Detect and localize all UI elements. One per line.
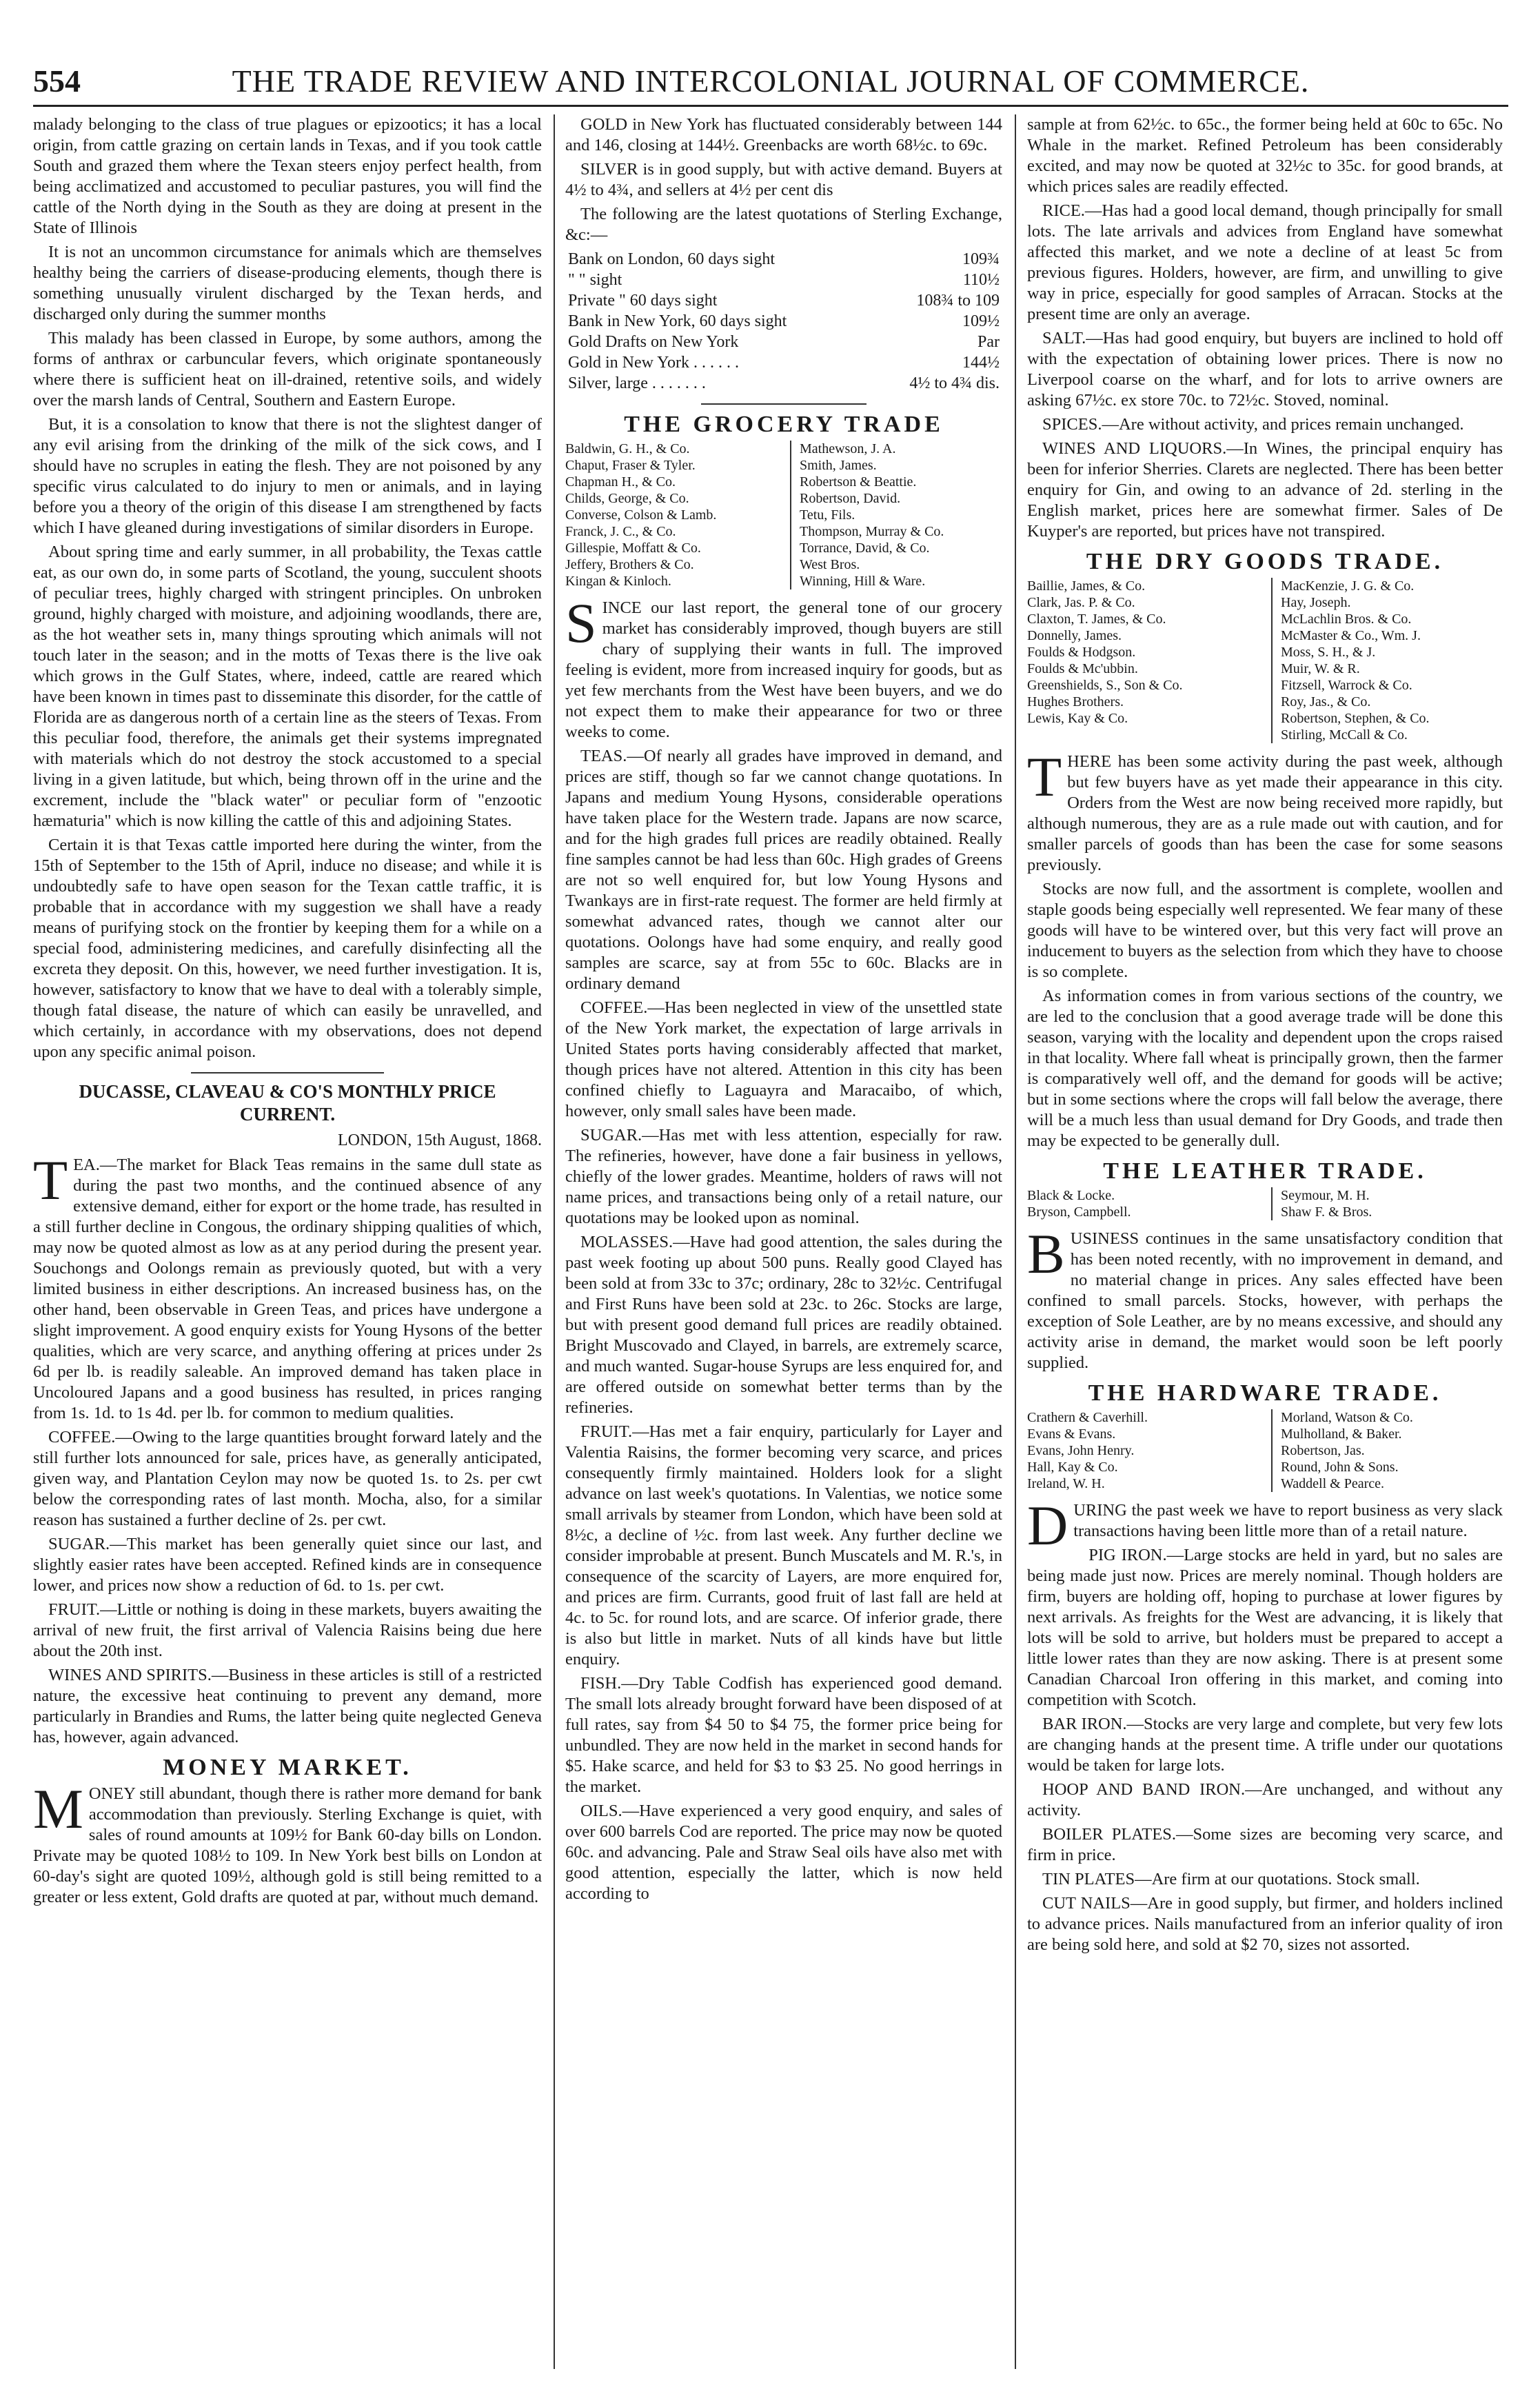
exchange-value: Par [977, 333, 1000, 351]
firm-name: McLachlin Bros. & Co. [1281, 612, 1412, 627]
exchange-row [565, 290, 1002, 311]
grocery-trade-heading: THE GROCERY TRADE [624, 412, 944, 437]
firm-name: Moss, S. H., & J. [1281, 645, 1376, 660]
cut-nails-paragraph: CUT NAILS—Are in good supply, but firmer, and holders inclined to advance prices. Nails manufactured from an inferior quality of iron are being sold here, and sold at $2 70, sizes not assorted. [1027, 1894, 1503, 1954]
exchange-value: 4½ to 4¾ dis. [909, 374, 1000, 392]
exchange-row [565, 270, 1002, 290]
firm-name: Kingan & Kinloch. [565, 574, 671, 589]
firm-name: Baillie, James, & Co. [1027, 578, 1146, 594]
column-rule-2 [1015, 114, 1016, 2369]
tea-paragraph: TEA.—The market for Black Teas remains in the same dull state as during the past two months, and the continued absence of any extensive demand, either for export or the home trade, has resulted in a still further decline in Congous, the ordinary shipping qualities of which, may now be quoted almost as low as at any period during the present year. Souchongs and Oolongs remain as previously quoted, but with a very limited business in either descriptions. An increased business has, on the other hand, been observable in Green Teas, and prices have undergone a slight improvement. A good enquiry exists for Young Hysons of the better qualities, which are very scarce, and anything offering at prices under 2s 6d per lb. is readily saleable. An improved demand has taken place in Uncoloured Japans and a good business has resulted, in prices ranging from 1s. 1d. to 1s 4d. per lb. for common to medium qualities. [33, 1149, 542, 1422]
firm-name: Hughes Brothers. [1027, 694, 1124, 709]
firm-name: Franck, J. C., & Co. [565, 524, 676, 539]
dry-goods-paragraph: THERE has been some activity during the past week, although but few buyers have as yet made their appearance in this city. Orders from the West are now being received more rapidly, but although numerous, they are as a rule made out with caution, and for smaller parcels of goods than has been the case for some seasons previously. [1027, 745, 1503, 874]
column-rule-1 [554, 114, 555, 2369]
firm-name: Robertson, Stephen, & Co. [1281, 711, 1430, 726]
firm-name: Thompson, Murray & Co. [800, 524, 944, 539]
exchange-label: " " sight [568, 271, 622, 289]
page-header [33, 50, 1508, 99]
wines-paragraph: WINES AND SPIRITS.—Business in these articles is still of a restricted nature, the excessive heat continuing to prevent any demand, more particularly in Brandies and Rums, the latter being quite neglected Geneva has, however, again advanced. [33, 1666, 542, 1746]
firm-name: Clark, Jas. P. & Co. [1027, 595, 1135, 610]
firm-name: MacKenzie, J. G. & Co. [1281, 578, 1415, 594]
firm-name: Black & Locke. [1027, 1188, 1115, 1203]
leather-trade-heading: THE LEATHER TRADE. [1103, 1158, 1427, 1184]
fruit-paragraph: FRUIT.—Has met a fair enquiry, particularly for Layer and Valentia Raisins, the former becoming very scarce, and prices consequently firmly maintained. Holders look for a slight advance on last week's quotations. In Valentias, we notice some small arrivals by steamer from London, which have been sold at 8½c, a decline of ½c. from last week. Any further decline we consider improbable at present. Bunch Muscatels and M. R.'s, in consequence of the scarcity of Layers, are more enquired for, and prices are firm. Currants, good fruit of last fall are held at 4c. to 5c. for round lots, and are scarce. Of inferior grade, there is also but little in market. Nuts of all kinds have but little enquiry. [565, 1422, 1002, 1669]
dry-goods-paragraph-2: Stocks are now full, and the assortment is complete, woollen and staple goods being especially well represented. We fear many of these goods will have to be wintered over, but this very fact will prove an inducement to buyers as the selection from which they have to choose is so complete. [1027, 880, 1503, 981]
oils-paragraph: OILS.—Have experienced a very good enquiry, and sales of over 600 barrels Cod are reported. The price may now be quoted 60c. and advancing. Pale and Straw Seal oils have also met with good attention, especially the latter, which is now held according to [565, 1802, 1002, 1903]
rice-paragraph: RICE.—Has had a good local demand, though principally for small lots. The late arrivals and advices from England have somewhat affected this market, and we note a decline of at least 5c from previous figures. Holders, however, are firm, and unwilling to give way in price, especially for good samples of Arracan. Stocks at the present time are only an average. [1027, 201, 1503, 323]
dry-goods-paragraph-3: As information comes in from various sections of the country, we are led to the conclusion that a good average trade will be done this season, varying with the locality and dependent upon the crops raised in that locality. Where fall wheat is principally grown, then the farmer is comparatively well off, and the demand for goods will be active; but in some sections where the crops will fall below the average, there will be a much less than usual demand for Dry Goods, and trade then may be expected to be generally dull. [1027, 987, 1503, 1150]
silver-paragraph: SILVER is in good supply, but with active demand. Buyers at 4½ to 4¾, and sellers at 4½ per cent dis [565, 160, 1002, 199]
firm-name: Robertson & Beattie. [800, 474, 917, 490]
exchange-label: Silver, large . . . . . . . [568, 374, 706, 392]
exchange-label: Private " 60 days sight [568, 292, 718, 310]
firm-list-left [1027, 1187, 1259, 1220]
firm-name: Evans & Evans. [1027, 1427, 1116, 1442]
firm-name: Waddell & Pearce. [1281, 1476, 1384, 1491]
firm-name: Muir, W. & R. [1281, 661, 1360, 676]
grocery-intro-paragraph: SINCE our last report, the general tone of our grocery market has considerably improved, though buyers are still chary of supplying their wants in full. The improved feeling is evident, more from increased inquiry for goods, but as yet few merchants from the West have been buyers, and we do not expect them to make their appearance for two or three weeks to come. [565, 592, 1002, 741]
exchange-label: Gold Drafts on New York [568, 333, 739, 351]
tin-plates-paragraph: TIN PLATES—Are firm at our quotations. Stock small. [1042, 1870, 1420, 1888]
hardware-firm-list [1027, 1409, 1503, 1492]
firm-name: Chaput, Fraser & Tyler. [565, 458, 696, 473]
coffee-paragraph: COFFEE.—Has been neglected in view of the unsettled state of the New York market, the expectation of large arrivals in United States ports having considerably affected that market, though prices have not altered. Attention in this city has been confined chiefly to Laguayra and Maracaibo, of which, however, only small sales have been made. [565, 998, 1002, 1120]
firm-name: Tetu, Fils. [800, 507, 855, 523]
leather-firm-list [1027, 1187, 1503, 1220]
leather-paragraph: BUSINESS continues in the same unsatisfactory condition that has been noted recently, with no improvement in demand, and no material change in prices. Any sales effected have been confined to small parcels. Stocks, however, with perhaps the exception of Sole Leather, are by no means excessive, and should any activity arise in demand, the market would soon be left poorly supplied. [1027, 1222, 1503, 1372]
article-paragraph: Certain it is that Texas cattle imported here during the winter, from the 15th of September to the 15th of April, induce no disease; and while it is undoubtedly safe to have open season for the Texan cattle traffic, it is probable that in accordance with my suggestion we shall have a ready means of purifying stock on the frontier by keeping them for a while on a special food, administering medicines, and carefully disinfecting all the excreta they deposit. On this, however, we need further investigation. It is, however, satisfactory to know that we have to deal with a tolerably simple, though fatal disease, the nature of which can easily be unravelled, and which certainly, in accordance with my observations, does not depend upon any specific animal poison. [33, 836, 542, 1061]
pig-iron-paragraph: PIG IRON.—Large stocks are held in yard, but no sales are being made just now. Prices are merely nominal. Though holders are firm, buyers are holding off, hoping to purchase at lower figures by next arrivals. As freights for the West are advancing, it is likely that lots will be sold to arrive, but holders must be prepared to accept a little lower rates than they are now asking. There is at present some Canadian Charcoal Iron offering in this market, and coming into competition with Scotch. [1027, 1546, 1503, 1709]
firm-name: Claxton, T. James, & Co. [1027, 612, 1166, 627]
teas-paragraph: TEAS.—Of nearly all grades have improved in demand, and prices are stiff, though so far we cannot change quotations. In Japans and medium Young Hysons, considerable operations have taken place for the Western trade. Japans are now scarce, and for the high grades full prices are readily obtained. Really fine samples cannot be had less than 60c. High grades of Greens are not so well enquired for, but low Young Hysons and Twankays are in first-rate request. The former are held firmly at somewhat advanced rates, though we cannot alter our quotations. Oolongs have had some enquiry, and really good samples are scarce, say at from 55c to 60c. Blacks are in ordinary demand [565, 747, 1002, 993]
exchange-intro: The following are the latest quotations of Sterling Exchange, &c:— [565, 205, 1002, 244]
firm-name: Stirling, McCall & Co. [1281, 727, 1408, 743]
article-paragraph: malady belonging to the class of true plagues or epizootics; it has a local origin, from cattle grazing on certain lands in Texas, and if you took cattle South and grazed them where the Texan steers enjoy perfect health, from being acclimatized and accustomed to peculiar pastures, you will find the cattle of the North dying in the South as they are doing at present in the State of Illinois [33, 115, 542, 237]
firm-name: Evans, John Henry. [1027, 1443, 1135, 1458]
exchange-label: Bank in New York, 60 days sight [568, 312, 787, 330]
firm-list-right [1271, 578, 1503, 743]
ducasse-title: DUCASSE, CLAVEAU & CO'S MONTHLY PRICE CURRENT. [79, 1081, 496, 1125]
article-paragraph: This malady has been classed in Europe, by some authors, among the forms of anthrax or carbuncular fevers, which originate spontaneously where there is sufficient heat on ill-drained, retentive soils, and widely over the marsh lands of Central, Southern and Eastern Europe. [33, 329, 542, 410]
firm-name: Baldwin, G. H., & Co. [565, 441, 690, 456]
molasses-paragraph: MOLASSES.—Have had good attention, the sales during the past week footing up about 500 puns. Really good Clayed has been sold at from 33c to 37c; ordinary, 28c to 32½c. Centrifugal and First Runs have been sold at 23c. to 26c. Stocks are large, but with present good demand full prices are readily obtained. Bright Muscovado and Clayed, in barrels, are extremely scarce, and much wanted. Sugar-house Syrups are less enquired for, and are offered outside on somewhat better terms than by the refineries. [565, 1233, 1002, 1417]
article-paragraph: About spring time and early summer, in all probability, the Texas cattle eat, as our own do, in some parts of Scotland, the young, succulent shoots of peculiar trees, highly charged with stringent principles. On unbroken ground, highly charged with moisture, and adjoining woodlands, there are, as the hot weather sets in, many things sprouting which animals will not touch later in the season; and in the motts of Texas there is the live oak which grows in the Gulf States, where, indeed, cattle are reared which have been known in times past to disseminate this disorder, for the cattle of Florida are as dangerous north of a certain line as the steers of Texas. From this peculiar food, therefore, the animals get their systems impregnated with materials which do not destroy the stock accustomed to a special living in a given latitude, but which, being thrown off in the urine and the excrement, include the "black water" or peculiar form of "enzootic hæmaturia" which is now killing the cattle of this and adjoining States. [33, 543, 542, 830]
gold-paragraph: GOLD in New York has fluctuated considerably between 144 and 146, closing at 144½. Greenbacks are worth 68½c. to 69c. [565, 115, 1002, 154]
firm-name: Roy, Jas., & Co. [1281, 694, 1371, 709]
exchange-row [565, 373, 1002, 394]
firm-name: Bryson, Campbell. [1027, 1204, 1131, 1220]
firm-name: Ireland, W. H. [1027, 1476, 1105, 1491]
column-1 [33, 114, 542, 2369]
hoop-iron-paragraph: HOOP AND BAND IRON.—Are unchanged, and without any activity. [1027, 1780, 1503, 1820]
sugar-paragraph: SUGAR.—Has met with less attention, especially for raw. The refineries, however, have done a fair business in yellows, chiefly of the lower grades. Meantime, holders of raws will not name prices, and transactions being only of a retail nature, our quotations may be looked upon as nominal. [565, 1126, 1002, 1227]
column-3 [1027, 114, 1503, 2369]
header-rule [33, 105, 1508, 107]
dry-goods-firm-list [1027, 578, 1503, 743]
ducasse-dateline: LONDON, 15th August, 1868. [337, 1131, 542, 1149]
exchange-value: 108¾ to 109 [916, 292, 1000, 310]
exchange-row [565, 332, 1002, 352]
exchange-row [565, 249, 1002, 270]
firm-name: Seymour, M. H. [1281, 1188, 1370, 1203]
hardware-trade-heading: THE HARDWARE TRADE. [1088, 1380, 1442, 1406]
firm-name: Converse, Colson & Lamb. [565, 507, 717, 523]
exchange-value: 109¾ [962, 250, 1000, 268]
sugar-paragraph: SUGAR.—This market has been generally quiet since our last, and slightly easier rates have been accepted. Refined kinds are in consequence lower, and prices now show a reduction of 6d. to 1s. per cwt. [33, 1535, 542, 1595]
firm-name: Greenshields, S., Son & Co. [1027, 678, 1183, 693]
exchange-label: Gold in New York . . . . . . [568, 354, 740, 372]
article-paragraph: But, it is a consolation to know that there is not the slightest danger of any evil arising from the drinking of the milk of the sick cows, and I should have no scruples in eating the flesh. They are not poisoned by any specific virus calculated to do injury to men or animals, and in laying before you a theory of the origin of this disease I am strengthened by facts which I have gleaned during investigations of similar disorders in Europe. [33, 415, 542, 537]
section-separator [701, 403, 867, 405]
salt-paragraph: SALT.—Has had good enquiry, but buyers are inclined to hold off with the expectation of obtaining lower prices. There is now no Liverpool coarse on the wharf, and for lots to arrive owners are asking 67½c. ex store 70c. to 72½c. Stoved, nominal. [1027, 329, 1503, 410]
firm-name: Shaw F. & Bros. [1281, 1204, 1372, 1220]
bar-iron-paragraph: BAR IRON.—Stocks are very large and complete, but very few lots are changing hands at the present time. A trifle under our quotations would be taken for large lots. [1027, 1715, 1503, 1775]
running-head: THE TRADE REVIEW AND INTERCOLONIAL JOURNAL OF COMMERCE. [232, 63, 1310, 99]
exchange-row [565, 352, 1002, 373]
firm-name: Donnelly, James. [1027, 628, 1122, 643]
firm-name: Torrance, David, & Co. [800, 541, 930, 556]
oils-continued-paragraph: sample at from 62½c. to 65c., the former being held at 60c to 65c. No Whale in the market. Refined Petroleum has been considerably excited, and may now be quoted at 32½c to 35c. for good brands, at which prices sales are readily effected. [1027, 115, 1503, 196]
firm-name: Lewis, Kay & Co. [1027, 711, 1128, 726]
firm-name: West Bros. [800, 557, 860, 572]
firm-list-right [790, 441, 1002, 589]
exchange-value: 110½ [962, 271, 1000, 289]
boiler-plates-paragraph: BOILER PLATES.—Some sizes are becoming very scarce, and firm in price. [1027, 1825, 1503, 1864]
exchange-quotations-table [565, 249, 1002, 394]
firm-name: Winning, Hill & Ware. [800, 574, 926, 589]
firm-name: Round, John & Sons. [1281, 1460, 1399, 1475]
exchange-value: 144½ [962, 354, 1000, 372]
money-paragraph: MONEY still abundant, though there is rather more demand for bank accommodation than previously. Sterling Exchange is quiet, with sales of round amounts at 109½ for Bank 60-day bills on London. Private may be quoted 108½ to 109. In New York best bills on London at 60-day's sight are quoted 109½, although gold is still being remitted to a greater or less extent, Gold drafts are quoted at par, without much demand. [33, 1777, 542, 1906]
firm-name: Crathern & Caverhill. [1027, 1410, 1148, 1425]
firm-name: Gillespie, Moffatt & Co. [565, 541, 701, 556]
firm-name: Foulds & Hodgson. [1027, 645, 1136, 660]
firm-list-right [1271, 1409, 1503, 1492]
exchange-label: Bank on London, 60 days sight [568, 250, 775, 268]
column-2 [565, 114, 1002, 2369]
firm-name: Fitzsell, Warrock & Co. [1281, 678, 1412, 693]
firm-name: McMaster & Co., Wm. J. [1281, 628, 1421, 643]
fish-paragraph: FISH.—Dry Table Codfish has experienced good demand. The small lots already brought forward have been disposed of at full rates, say from $4 50 to $4 75, the former price being for unbundled. They are now held in the market in second hands for $5. Hake scarce, and held for $3 to $3 25. No good herrings in the market. [565, 1674, 1002, 1796]
coffee-paragraph: COFFEE.—Owing to the large quantities brought forward lately and the still further lots announced for sale, prices have, as generally anticipated, given way, and Plantation Ceylon may now be quoted 1s. to 2s. per cwt below the corresponding rates of last month. Mocha, also, for a similar reason has sustained a further decline of 2s. per cwt. [33, 1428, 542, 1529]
firm-name: Robertson, Jas. [1281, 1443, 1365, 1458]
firm-name: Morland, Watson & Co. [1281, 1410, 1413, 1425]
firm-name: Robertson, David. [800, 491, 901, 506]
firm-name: Hall, Kay & Co. [1027, 1460, 1118, 1475]
hardware-paragraph: DURING the past week we have to report business as very slack transactions having been little more than of a retail nature. [1027, 1494, 1503, 1557]
grocery-firm-list [565, 441, 1002, 589]
fruit-paragraph: FRUIT.—Little or nothing is doing in these markets, buyers awaiting the arrival of new fruit, the first arrival of Valencia Raisins being due here about the 20th inst. [33, 1600, 542, 1660]
exchange-row [565, 311, 1002, 332]
firm-name: Jeffery, Brothers & Co. [565, 557, 694, 572]
firm-list-left [565, 441, 778, 589]
firm-name: Foulds & Mc'ubbin. [1027, 661, 1138, 676]
dry-goods-heading: THE DRY GOODS TRADE. [1086, 549, 1444, 574]
article-paragraph: It is not an uncommon circumstance for animals which are themselves healthy being the carriers of disease-producing elements, though there is something unusually virulent discharged by the Texan herds, and discharged only during the summer months [33, 243, 542, 323]
firm-name: Smith, James. [800, 458, 877, 473]
page-number: 554 [33, 63, 81, 99]
firm-list-right [1271, 1187, 1503, 1220]
section-separator [191, 1072, 384, 1073]
spices-paragraph: SPICES.—Are without activity, and prices remain unchanged. [1042, 415, 1464, 434]
wines-paragraph: WINES AND LIQUORS.—In Wines, the principal enquiry has been for inferior Sherries. Clarets are neglected. There has been better enquiry for Gin, and owing to an advance of 2d. sterling in the English market, prices here are somewhat firmer. Sales of De Kuyper's are reported, but prices have not transpired. [1027, 439, 1503, 541]
firm-list-left [1027, 578, 1259, 743]
firm-name: Chapman H., & Co. [565, 474, 676, 490]
firm-list-left [1027, 1409, 1259, 1492]
firm-name: Childs, George, & Co. [565, 491, 689, 506]
firm-name: Mulholland, & Baker. [1281, 1427, 1402, 1442]
firm-name: Hay, Joseph. [1281, 595, 1351, 610]
money-market-heading: MONEY MARKET. [163, 1755, 412, 1780]
firm-name: Mathewson, J. A. [800, 441, 896, 456]
exchange-value: 109½ [962, 312, 1000, 330]
